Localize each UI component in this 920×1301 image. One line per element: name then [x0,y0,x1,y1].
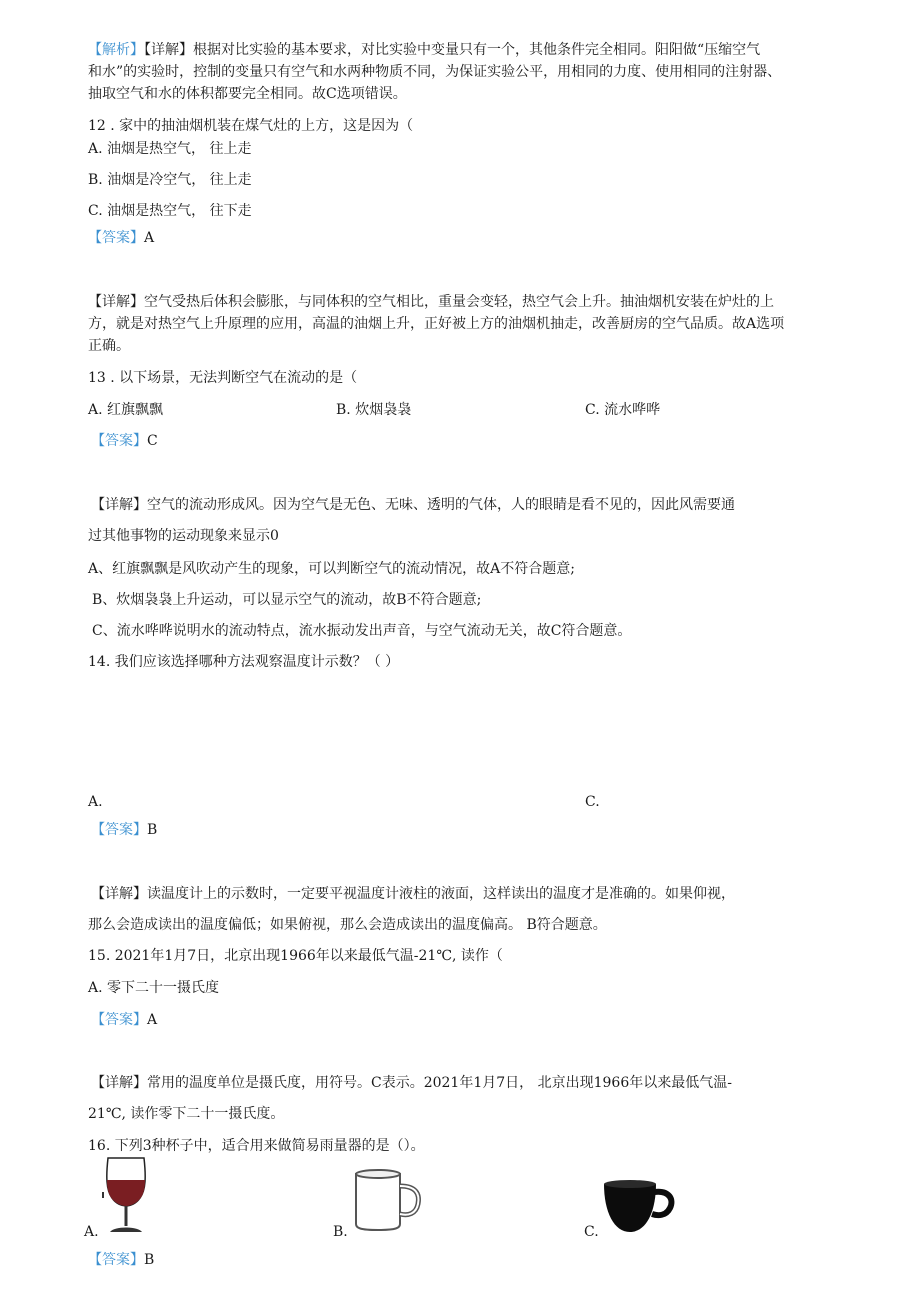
q16-option-b: B. [333,1224,348,1240]
q12-option-a: A. 油烟是热空气， 往上走 [88,141,252,157]
straight-mug-image [350,1168,424,1232]
q11-explain-line-2: 和水”的实验时，控制的变量只有空气和水两种物质不同，为保证实验公平，用相同的力度、使用相同的注射器、 [88,64,782,80]
q13-explain-line-2: 过其他事物的运动现象来显示0 [88,528,279,544]
q13-explain-line-4: B、炊烟袅袅上升运动，可以显示空气的流动，故B不符合题意; [92,592,482,608]
q13-explain-line-3: A、红旗飘飘是风吹动产生的现象，可以判断空气的流动情况，故A不符合题意; [88,561,575,577]
q15-answer: 【答案】A [91,1012,158,1028]
q16-option-c: C. [584,1224,599,1240]
wine-glass-image [100,1156,152,1236]
q14-option-c: C. [585,794,600,810]
q15-option-a: A. 零下二十一摄氏度 [88,980,220,996]
q16-option-a: A. [84,1224,99,1240]
q13-option-a: A. 红旗飘飘 [88,402,164,418]
q12-explain-line-1: 【详解】空气受热后体积会膨胀，与同体积的空气相比，重量会变轻，热空气会上升。抽油烟机安装在炉灶的上 [88,294,774,310]
q13-explain-line-1: 【详解】空气的流动形成风。因为空气是无色、无味、透明的气体，人的眼睛是看不见的，因此风需要通 [91,497,735,513]
q13-option-c: C. 流水哗哗 [585,402,661,418]
q12-option-b: B. 油烟是冷空气， 往上走 [88,172,252,188]
q11-explain-line-3: 抽取空气和水的体积都要完全相同。故C选项错误。 [88,86,407,102]
q13-option-b: B. 炊烟袅袅 [336,402,412,418]
q14-option-a: A. [88,794,103,810]
black-cup-image [600,1176,676,1236]
q11-explain-line-1: 【解析】【详解】根据对比实验的基本要求，对比实验中变量只有一个，其他条件完全相同。阳阳做“压缩空气 [88,42,761,58]
q14-answer: 【答案】B [91,822,158,838]
q14-stem: 14. 我们应该选择哪种方法观察温度计示数？（ ） [88,654,400,670]
q11-explain-tag: 【解析】 [88,42,144,58]
q13-explain-line-5: C、流水哗哗说明水的流动特点，流水振动发出声音，与空气流动无关，故C符合题意。 [92,623,632,639]
q12-option-c: C. 油烟是热空气， 往下走 [88,203,252,219]
q12-explain-line-3: 正确。 [88,338,130,354]
q15-stem: 15. 2021年1月7日，北京出现1966年以来最低气温-21℃, 读作（ [88,948,503,964]
q15-explain-line-2: 21℃, 读作零下二十一摄氏度。 [88,1106,285,1122]
q12-explain-line-2: 方，就是对热空气上升原理的应用，高温的油烟上升，正好被上方的油烟机抽走，改善厨房的空气品质。故A选项 [88,316,785,332]
q14-explain-line-1: 【详解】读温度计上的示数时，一定要平视温度计液柱的液面，这样读出的温度才是准确的。如果仰视， [91,886,735,902]
q12-stem: 12 . 家中的抽油烟机装在煤气灶的上方，这是因为（ [88,118,414,134]
q14-explain-line-2: 那么会造成读出的温度偏低；如果俯视，那么会造成读出的温度偏高。 B符合题意。 [88,917,607,933]
q16-stem: 16. 下列3种杯子中，适合用来做简易雨量器的是（）。 [88,1138,425,1154]
q12-answer: 【答案】A [88,230,155,246]
q13-stem: 13 . 以下场景，无法判断空气在流动的是（ [88,370,358,386]
q13-answer: 【答案】C [91,433,158,449]
q15-explain-line-1: 【详解】常用的温度单位是摄氏度，用符号。C表示。2021年1月7日， 北京出现1966年以来最低气温- [91,1075,732,1091]
q16-answer: 【答案】B [88,1252,155,1268]
